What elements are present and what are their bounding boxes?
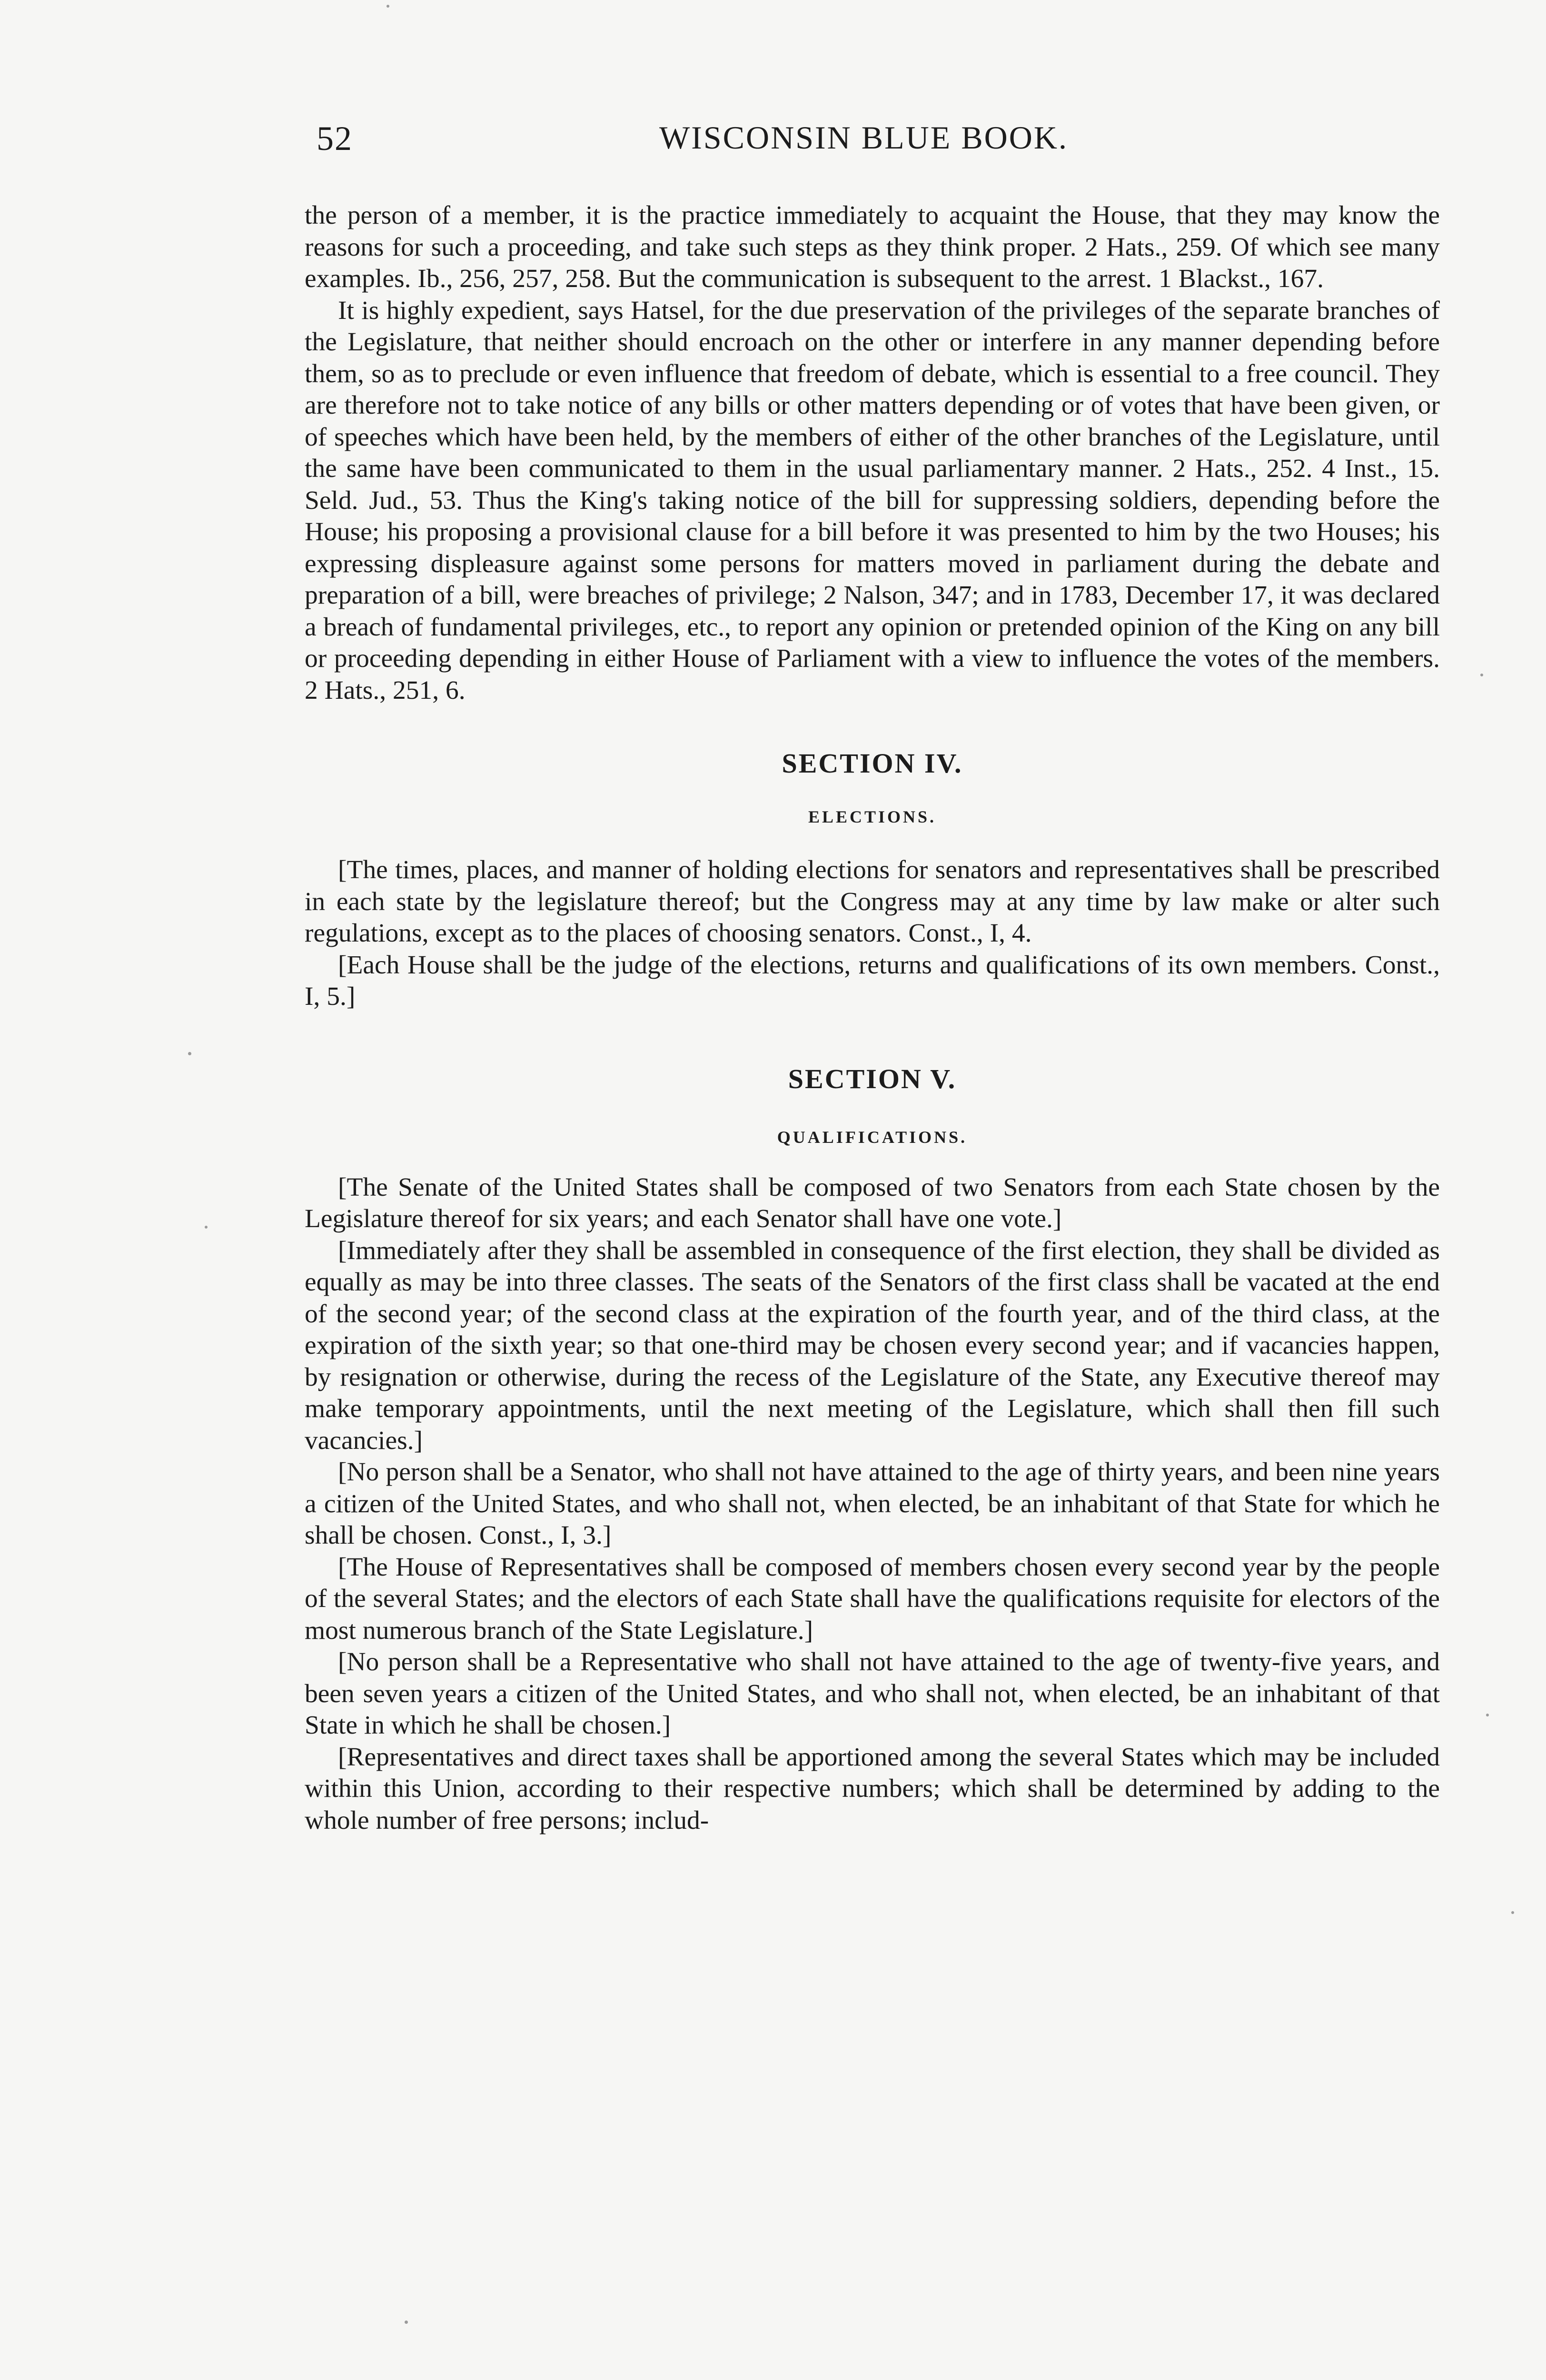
scan-speck bbox=[1486, 1714, 1489, 1716]
intro-paragraph-continued: the person of a member, it is the practice immediately to acquaint the House, that they may know the reasons for such a proceeding, and take such steps as they think proper. 2 Hats., 259. Of which see many examples. Ib., 256, 257, 258. But the communication is subsequent to the arrest. 1 Blackst., 167. bbox=[305, 201, 1440, 293]
section-v-paragraph: [Immediately after they shall be assembled in consequence of the first election, they shall be divided as equally as may be into three classes. The seats of the Senators of the first class shall be vacated at the end of the second year; of the second class at the expiration of the fourth year, and of the third class, at the expiration of the sixth year; so that one-third may be chosen every second year; and if vacancies happen, by resignation or otherwise, during the recess of the Legislature of the State, any Executive thereof may make temporary appointments, until the next meeting of the Legislature, which shall then fill such vacancies.] bbox=[305, 1236, 1440, 1455]
intro-paragraph-hatsel: It is highly expedient, says Hatsel, for the due preservation of the privileges of the separate branches of the Legislature, that neither should encroach on the other or interfere in any manner depending before them, so as to preclude or even influence that freedom of debate, which is essential to a free council. They are therefore not to take notice of any bills or other matters depending or of votes that have been given, or of speeches which have been held, by the members of either of the other branches of the Legislature, until the same have been communicated to them in the usual parliamentary manner. 2 Hats., 252. 4 Inst., 15. Seld. Jud., 53. Thus the King's taking notice of the bill for suppressing soldiers, depending before the House; his proposing a provisional clause for a bill before it was presented to him by the two Houses; his expressing displeasure against some persons for matters moved in parliament during the debate and preparation of a bill, were breaches of privilege; 2 Nalson, 347; and in 1783, December 17, it was declared a breach of fundamental privileges, etc., to report any opinion or pretended opinion of the King on any bill or proceeding depending in either House of Parliament with a view to influence the votes of the members. 2 Hats., 251, 6. bbox=[305, 296, 1440, 705]
scan-speck bbox=[1480, 674, 1483, 676]
page-header bbox=[317, 119, 1445, 171]
scan-speck bbox=[405, 2320, 408, 2324]
section-v-paragraph: [The Senate of the United States shall be composed of two Senators from each State chosen by the Legislature thereof for six years; and each Senator shall have one vote.] bbox=[305, 1172, 1440, 1233]
scan-speck bbox=[188, 1052, 191, 1055]
section-v-subheading: QUALIFICATIONS. bbox=[777, 1127, 968, 1147]
section-iv-heading: SECTION IV. bbox=[782, 748, 963, 779]
section-v-paragraph: [No person shall be a Senator, who shall not have attained to the age of thirty years, and been nine years a citizen of the United States, and who shall not, when elected, be an inhabitant of that State for which he shall be chosen. Const., I, 3.] bbox=[305, 1458, 1440, 1550]
scan-speck bbox=[205, 1226, 208, 1229]
section-iv-subheading: ELECTIONS. bbox=[808, 807, 937, 826]
running-head: WISCONSIN BLUE BOOK. bbox=[659, 119, 1068, 156]
scan-speck bbox=[386, 5, 389, 8]
section-v-heading: SECTION V. bbox=[788, 1063, 957, 1094]
body-text bbox=[305, 200, 1440, 1836]
section-iv-paragraph: [The times, places, and manner of holding elections for senators and representatives shall be prescribed in each state by the legislature thereof; but the Congress may at any time by law make or alter such regulations, except as to the places of choosing senators. Const., I, 4. bbox=[305, 855, 1440, 948]
section-v-paragraph: [The House of Representatives shall be composed of members chosen every second year by the people of the several States; and the electors of each State shall have the qualifications requisite for electors of the most numerous branch of the State Legislature.] bbox=[305, 1552, 1440, 1645]
section-v-paragraph: [No person shall be a Representative who shall not have attained to the age of twenty-five years, and been seven years a citizen of the United States, and who shall not, when elected, be an inhabitant of that State in which he shall be chosen.] bbox=[305, 1647, 1440, 1740]
page-number: 52 bbox=[317, 119, 353, 158]
scan-speck bbox=[1511, 1911, 1514, 1914]
section-iv-paragraph: [Each House shall be the judge of the elections, returns and qualifications of its own members. Const., I, 5.] bbox=[305, 950, 1440, 1011]
section-v-paragraph: [Representatives and direct taxes shall be apportioned among the several States which may be included within this Union, according to their respective numbers; which shall be determined by adding to the whole number of free persons; includ- bbox=[305, 1742, 1440, 1835]
